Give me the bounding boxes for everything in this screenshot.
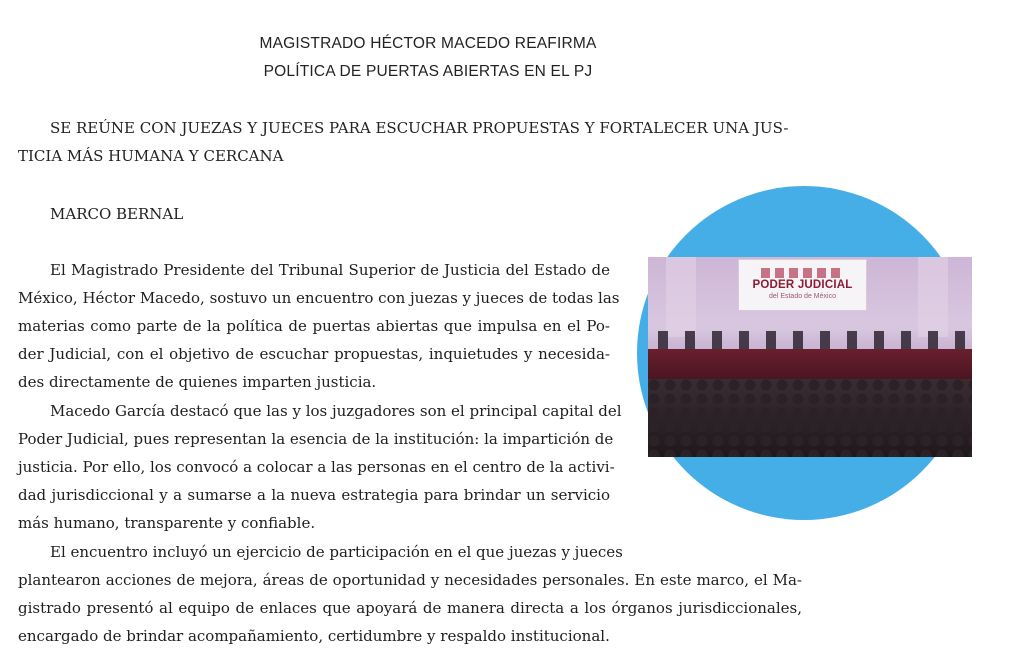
body-line: más humano, transparente y confiable. bbox=[18, 514, 316, 532]
body-line: plantearon acciones de mejora, áreas de oportunidad y necesidades personales. En este marco, el Ma- bbox=[18, 571, 802, 589]
body-line: encargado de brindar acompañamiento, certidumbre y respaldo institucional. bbox=[18, 627, 610, 645]
photo-wall-panel bbox=[918, 257, 948, 337]
photo-wall-panel bbox=[666, 257, 696, 337]
subheadline bbox=[18, 114, 818, 170]
photo-audience bbox=[648, 379, 972, 457]
photo-screen bbox=[738, 259, 867, 311]
body-line: justicia. Por ello, los convocó a colocar a las personas en el centro de la activi- bbox=[18, 458, 615, 476]
event-photo bbox=[648, 257, 972, 457]
byline: MARCO BERNAL bbox=[50, 205, 184, 223]
body-line: gistrado presentó al equipo de enlaces que apoyará de manera directa a los órganos jurisdiccionales, bbox=[18, 599, 802, 617]
headline-line-1: MAGISTRADO HÉCTOR MACEDO REAFIRMA bbox=[259, 35, 597, 52]
body-line: Poder Judicial, pues representan la esencia de la institución: la impartición de bbox=[18, 430, 614, 448]
headline bbox=[0, 30, 856, 86]
screen-subtitle: del Estado de México bbox=[769, 293, 836, 300]
body-line: dad jurisdiccional y a sumarse a la nueva estrategia para brindar un servicio bbox=[18, 486, 610, 504]
photo-panel-table bbox=[648, 349, 972, 379]
headline-line-2: POLÍTICA DE PUERTAS ABIERTAS EN EL PJ bbox=[263, 63, 593, 80]
body-line: El Magistrado Presidente del Tribunal Superior de Justicia del Estado de bbox=[50, 261, 610, 279]
body-line: México, Héctor Macedo, sostuvo un encuentro con juezas y jueces de todas las bbox=[18, 289, 620, 307]
subheadline-line-2: TICIA MÁS HUMANA Y CERCANA bbox=[18, 147, 284, 165]
subheadline-line-1: SE REÚNE CON JUEZAS Y JUECES PARA ESCUCHAR PROPUESTAS Y FORTALECER UNA JUS- bbox=[50, 119, 789, 137]
screen-pattern bbox=[761, 268, 844, 278]
body-line: materias como parte de la política de puertas abiertas que impulsa en el Po- bbox=[18, 317, 610, 335]
screen-title: PODER JUDICIAL bbox=[752, 279, 853, 291]
body-line: El encuentro incluyó un ejercicio de participación en el que juezas y jueces bbox=[50, 543, 623, 561]
body-line: der Judicial, con el objetivo de escuchar propuestas, inquietudes y necesida- bbox=[18, 345, 610, 363]
body-line: Macedo García destacó que las y los juzgadores son el principal capital del bbox=[50, 402, 622, 420]
body-line: des directamente de quienes imparten justicia. bbox=[18, 373, 377, 391]
